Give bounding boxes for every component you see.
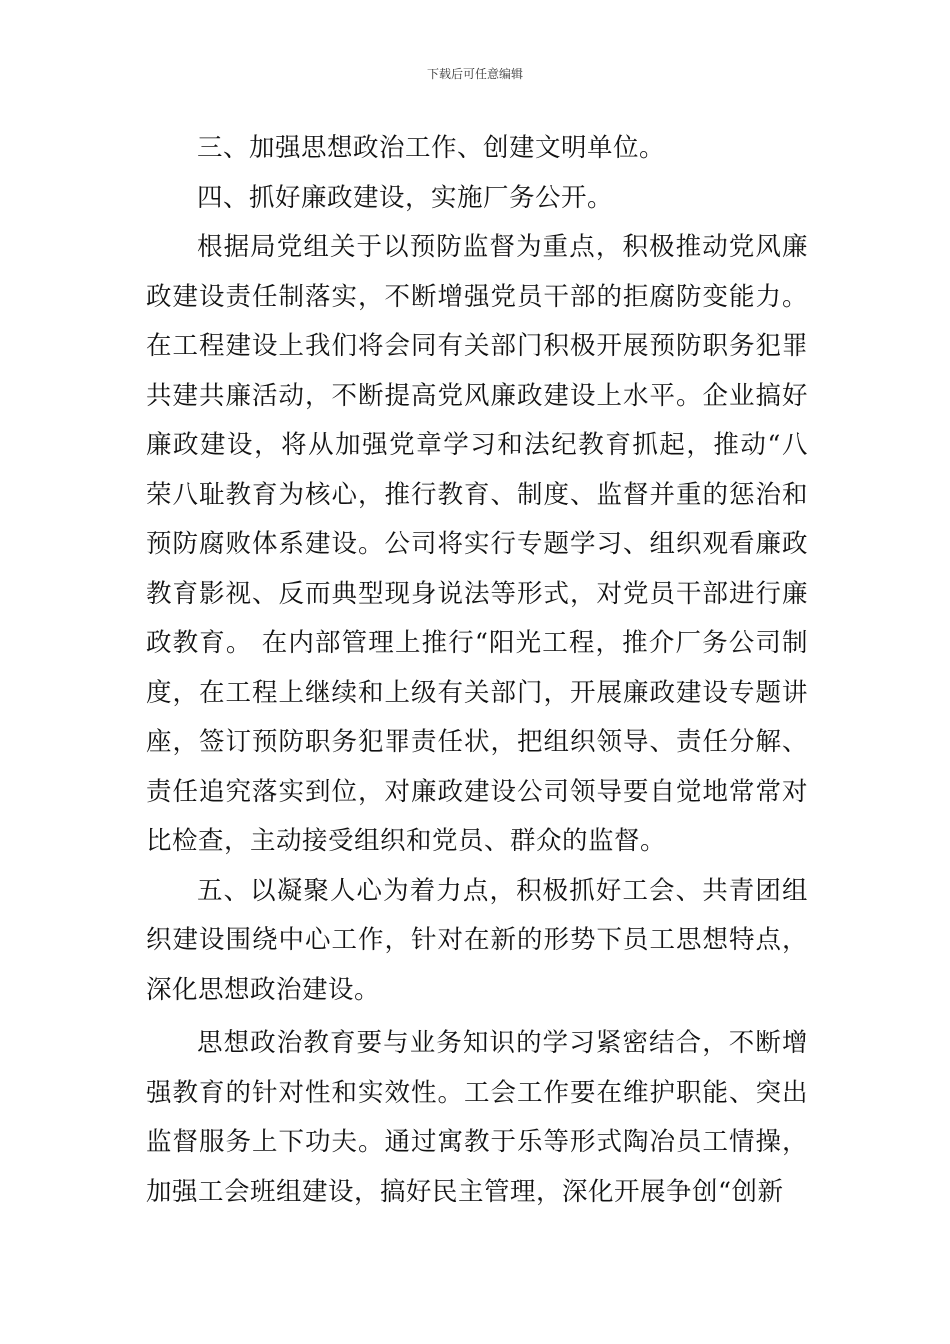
page-header-note: 下载后可任意编辑 [426,67,523,81]
paragraph-anti-corruption: 根据局党组关于以预防监督为重点，积极推动党风廉政建设责任制落实，不断增强党员干部的拒腐防变能力。在工程建设上我们将会同有关部门积极开展预防职务犯罪共建共廉活动，不断提高党风廉政建设上水平。企业搞好廉政建设，将从加强党章学习和法纪教育抓起，推动“八荣八耻教育为核心，推行教育、制度、监督并重的惩治和预防腐败体系建设。公司将实行专题学习、组织观看廉政教育影视、反而典型现身说法等形式，对党员干部进行廉政教育。 在内部管理上推行“阳光工程，推介厂务公司制度，在工程上继续和上级有关部门，开展廉政建设专题讲座，签订预防职务犯罪责任状，把组织领导、责任分解、责任追究落实到位，对廉政建设公司领导要自觉地常常对比检查，主动接受组织和党员、群众的监督。 [146,232,808,856]
paragraph-political-education: 思想政治教育要与业务知识的学习紧密结合，不断增强教育的针对性和实效性。工会工作要在维护职能、突出监督服务上下功夫。通过寓教于乐等形式陶冶员工情操，加强工会班组建设，搞好民主管理，深化开展争创“创新 [146,1028,808,1207]
paragraph-section-five: 五、以凝聚人心为着力点，积极抓好工会、共青团组织建设围绕中心工作，针对在新的形势下员工思想特点，深化思想政治建设。 [146,875,808,1005]
paragraph-section-four: 四、抓好廉政建设，实施厂务公开。 [197,182,614,213]
document-body [146,124,808,1217]
paragraph-section-three: 三、加强思想政治工作、创建文明单位。 [197,133,666,163]
